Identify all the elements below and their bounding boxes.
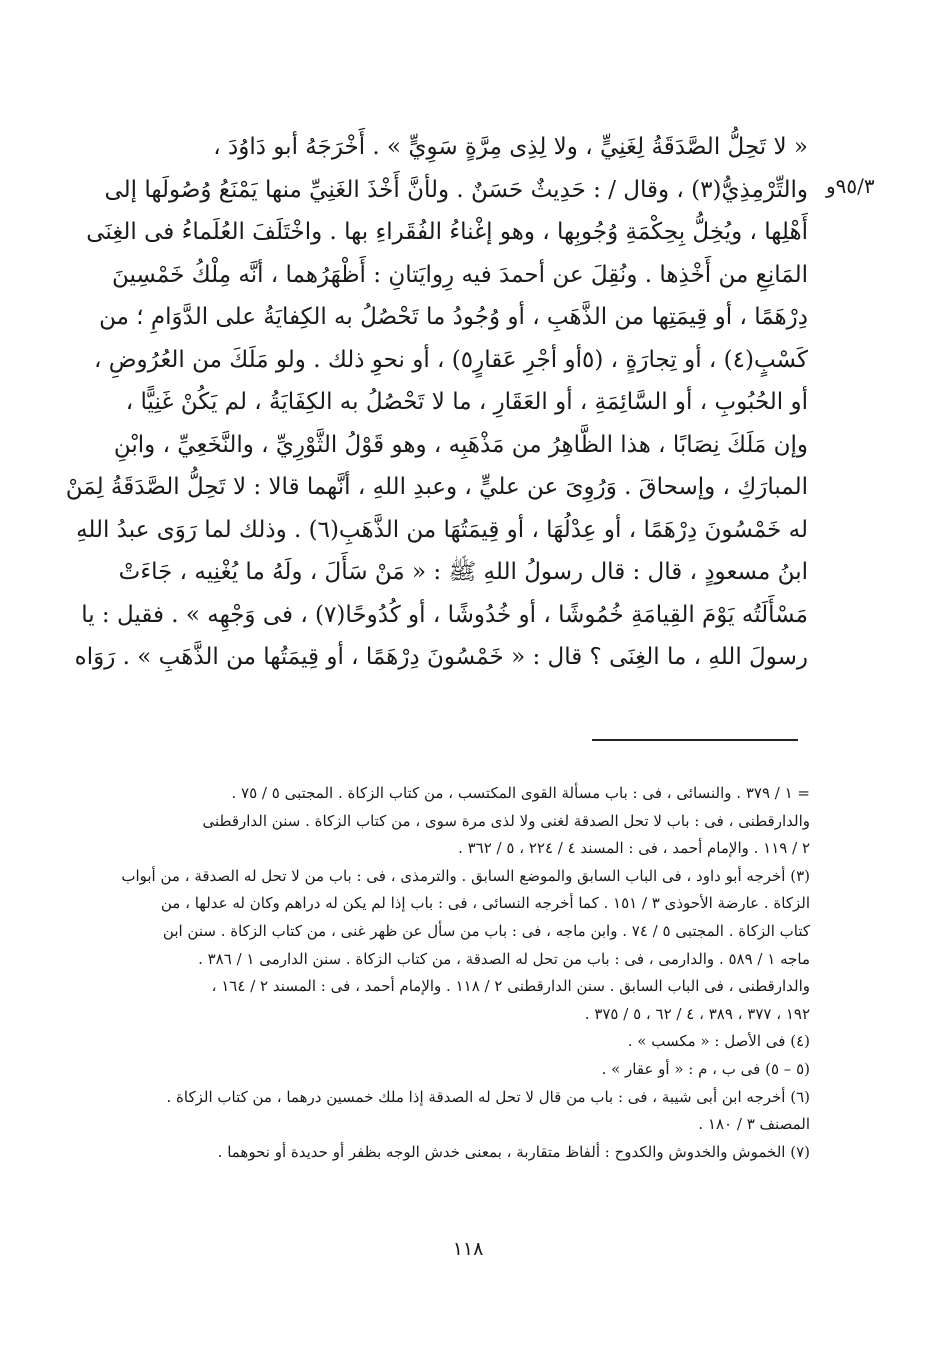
main-text-line: له خَمْسُونَ دِرْهَمًا ، أو عِدْلُهَا ، أو قِيمَتُهَا من الذَّهَبِ(٦) . وذلك لما رَوَى عبدُ اللهِ [76,516,808,543]
footnote-line: (٧) الخموش والخدوش والكدوح : ألفاظ متقاربة ، بمعنى خدش الوجه بظفر أو حديدة أو نحوهما . [217,1142,810,1161]
main-text-line: أَهْلِها ، ويُخِلُّ بِحِكْمَةِ وُجُوبِها ، وهو إغْناءُ الفُقَراءِ بها . واخْتَلَفَ العُلَماءُ فى الغِنَى [86,219,808,245]
main-text-line: المبارَكِ ، وإسحاقَ . وَرُوِىَ عن عليٍّ ، وعبدِ اللهِ ، أنَّهما قالا : لا تَحِلُّ الصَّدَقَةُ لِمَنْ [65,474,808,500]
footnote-line: (٤) فى الأصل : « مكسب » . [627,1032,810,1051]
main-text-line: مَسْأَلَتُه يَوْمَ القِيامَةِ خُمُوشًا ، أو خُدُوشًا ، أو كُدُوحًا(٧) ، فى وَجْهِه » . فقيل : يا [81,601,808,628]
main-text-line: المَانِعِ من أَخْذِها . ونُقِلَ عن أحمدَ فيه رِوايَتانِ : أَظْهَرُهما ، أنَّه مِلْكُ خَمْسِينَ [111,261,808,288]
footnote-line: المصنف ٣ / ١٨٠ . [698,1115,810,1134]
footnote-line: ١٩٢ ، ٣٧٧ ، ٣٨٩ ، ٤ / ٦٢ ، ٥ / ٣٧٥ . [584,1004,810,1023]
footnote-line: (٥ – ٥) فى ب ، م : « أو عقار » . [601,1059,810,1078]
footnote-line: (٦) أخرجه ابن أبى شيبة ، فى : باب من قال لا تحل له الصدقة إذا ملك خمسين درهما ، من كتاب الزكاة . [166,1087,810,1106]
footnote-line: والدارقطنى ، فى الباب السابق . سنن الدارقطنى ٢ / ١١٨ . والإمام أحمد ، فى : المسند ٢ / ١٦٤ ، [211,977,810,996]
main-text-line: ابنُ مسعودٍ ، قال : قال رسولُ اللهِ ﷺ : « مَنْ سَأَلَ ، ولَهُ ما يُغْنِيه ، جَاءَتْ [118,559,808,585]
margin-folio-note: ٩٥/٣و [826,174,875,198]
main-text-line: دِرْهَمًا ، أو قِيمَتِها من الذَّهَبِ ، أو وُجُودُ ما تَحْصُلُ به الكِفايَةُ على الدَّوَامِ ؛ من [99,304,808,330]
footnote-line: = ١ / ٣٧٩ . والنسائى ، فى : باب مسألة القوى المكتسب ، من كتاب الزكاة . المجتبى ٥ / ٧٥ . [231,784,810,802]
page-number: ١١٨ [452,1238,484,1260]
footnote-line: والدارقطنى ، فى : باب لا تحل الصدقة لغنى ولا لذى مرة سوى ، من كتاب الزكاة . سنن الدارقطنى [202,811,810,830]
footnotes [120,780,810,1166]
footnote-line: كتاب الزكاة . المجتبى ٥ / ٧٤ . وابن ماجه ، فى : باب من سأل عن ظهر غنى ، من كتاب الزكاة . سنن ابن [162,921,810,940]
footnote-separator [592,739,798,741]
main-text-line: وإن مَلَكَ نِصَابًا ، هذا الظَّاهِرُ من مَذْهَبِه ، وهو قَوْلُ الثَّوْرِيِّ ، والنَّخَعِيِّ ، وابْنِ [113,431,808,458]
footnote-line: ماجه ١ / ٥٨٩ . والدارمى ، فى : باب من تحل له الصدقة ، من كتاب الزكاة . سنن الدارمى ١ / ٣٨٦ . [198,949,810,968]
main-text [65,126,808,679]
footnote-line: ٢ / ١١٩ . والإمام أحمد ، فى : المسند ٤ / ٢٢٤ ، ٥ / ٣٦٢ . [458,839,810,858]
main-text-line: والتِّرْمِذِيُّ(٣) ، وقال / : حَدِيثٌ حَسَنٌ . ولأنَّ أَخْذَ الغَنِيِّ منها يَمْنَعُ وُصُولَها إلى [104,176,808,203]
footnote-line: (٣) أخرجه أبو داود ، فى الباب السابق والموضع السابق . والترمذى ، فى : باب من لا تحل له الصدقة ، من أبواب [121,866,810,885]
main-text-line: كَسْبٍ(٤) ، أو تِجارَةٍ ، (٥أو أجْرِ عَقارٍ٥) ، أو نحوِ ذلك . ولو مَلَكَ من العُرُوضِ ، [93,346,808,373]
main-text-line: رسولَ اللهِ ، ما الغِنَى ؟ قال : « خَمْسُونَ دِرْهَمًا ، أو قِيمَتُها من الذَّهَبِ » . رَوَاه [74,644,808,670]
main-text-line: « لا تَحِلُّ الصَّدَقَةُ لِغَنِيٍّ ، ولا لِذِى مِرَّةٍ سَوِيٍّ » . أَخْرَجَهُ أبو دَاوُدَ ، [213,134,808,160]
footnote-line: الزكاة . عارضة الأحوذى ٣ / ١٥١ . كما أخرجه النسائى ، فى : باب إذا لم يكن له دراهم وكان له عدلها ، من [160,894,810,913]
main-text-line: أو الحُبُوبِ ، أو السَّائِمَةِ ، أو العَقَارِ ، ما لا تَحْصُلُ به الكِفَايَةُ ، لم يَكُنْ غَنِيًّا ، [125,389,808,415]
